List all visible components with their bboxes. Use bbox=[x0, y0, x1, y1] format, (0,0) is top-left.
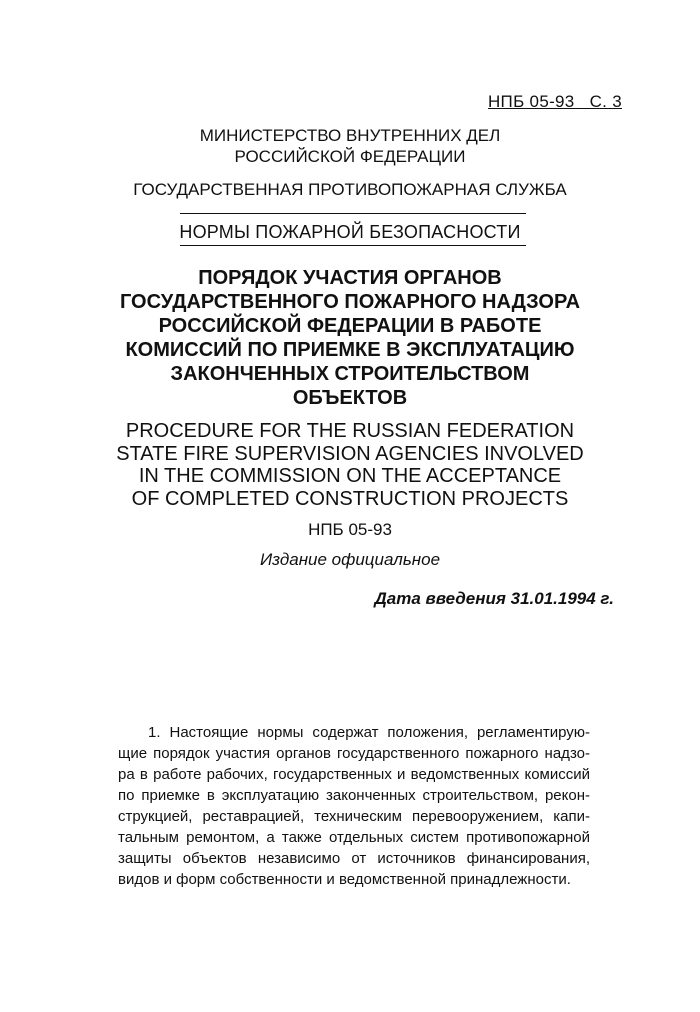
ministry-name bbox=[0, 125, 700, 167]
title-line: ГОСУДАРСТВЕННОГО ПОЖАРНОГО НАДЗОРА bbox=[119, 291, 581, 313]
divider bbox=[180, 245, 526, 246]
page-reference: НПБ 05-93 С. 3 bbox=[487, 92, 622, 111]
ministry-line: РОССИЙСКОЙ ФЕДЕРАЦИИ bbox=[234, 147, 466, 166]
title-line: OF COMPLETED CONSTRUCTION PROJECTS bbox=[131, 487, 569, 510]
paragraph-1 bbox=[118, 722, 590, 890]
paragraph-line: щие порядок участия органов государственного пожарного надзо- bbox=[118, 745, 590, 762]
edition-note: Издание официальное bbox=[259, 550, 441, 569]
paragraph-line: видов и форм собственности и ведомственной принадлежности. bbox=[118, 871, 571, 888]
title-line: IN THE COMMISSION ON THE ACCEPTANCE bbox=[138, 465, 562, 487]
document-title-en bbox=[0, 420, 700, 510]
paragraph-line: по приемке в эксплуатацию законченных строительством, рекон- bbox=[118, 787, 590, 804]
ministry-line: МИНИСТЕРСТВО ВНУТРЕННИХ ДЕЛ bbox=[199, 126, 501, 145]
title-line: PROCEDURE FOR THE RUSSIAN FEDERATION bbox=[125, 420, 575, 442]
paragraph-line: струкцией, реставрацией, техническим перевооружением, капи- bbox=[118, 808, 590, 825]
title-line: STATE FIRE SUPERVISION AGENCIES INVOLVED bbox=[116, 442, 584, 465]
service-name: ГОСУДАРСТВЕННАЯ ПРОТИВОПОЖАРНАЯ СЛУЖБА bbox=[133, 180, 567, 199]
paragraph-line: 1. Настоящие нормы содержат положения, регламентирую- bbox=[148, 724, 590, 741]
introduction-date: Дата введения 31.01.1994 г. bbox=[374, 589, 614, 608]
norms-heading: НОРМЫ ПОЖАРНОЙ БЕЗОПАСНОСТИ bbox=[179, 222, 521, 242]
paragraph-line: защиты объектов независимо от источников финансирования, bbox=[118, 850, 590, 867]
title-line: ЗАКОНЧЕННЫХ СТРОИТЕЛЬСТВОМ bbox=[170, 363, 530, 385]
title-line: РОССИЙСКОЙ ФЕДЕРАЦИИ В РАБОТЕ bbox=[158, 315, 542, 337]
divider bbox=[180, 213, 526, 214]
document-code: НПБ 05-93 bbox=[308, 520, 392, 539]
document-title-ru bbox=[0, 266, 700, 410]
title-line: ОБЪЕКТОВ bbox=[292, 387, 408, 409]
paragraph-line: тальным ремонтом, а также отдельных систем противопожарной bbox=[118, 829, 590, 846]
title-line: ПОРЯДОК УЧАСТИЯ ОРГАНОВ bbox=[198, 267, 502, 289]
paragraph-line: ра в работе рабочих, государственных и ведомственных комиссий bbox=[118, 766, 590, 783]
title-line: КОМИССИЙ ПО ПРИЕМКЕ В ЭКСПЛУАТАЦИЮ bbox=[125, 339, 575, 361]
